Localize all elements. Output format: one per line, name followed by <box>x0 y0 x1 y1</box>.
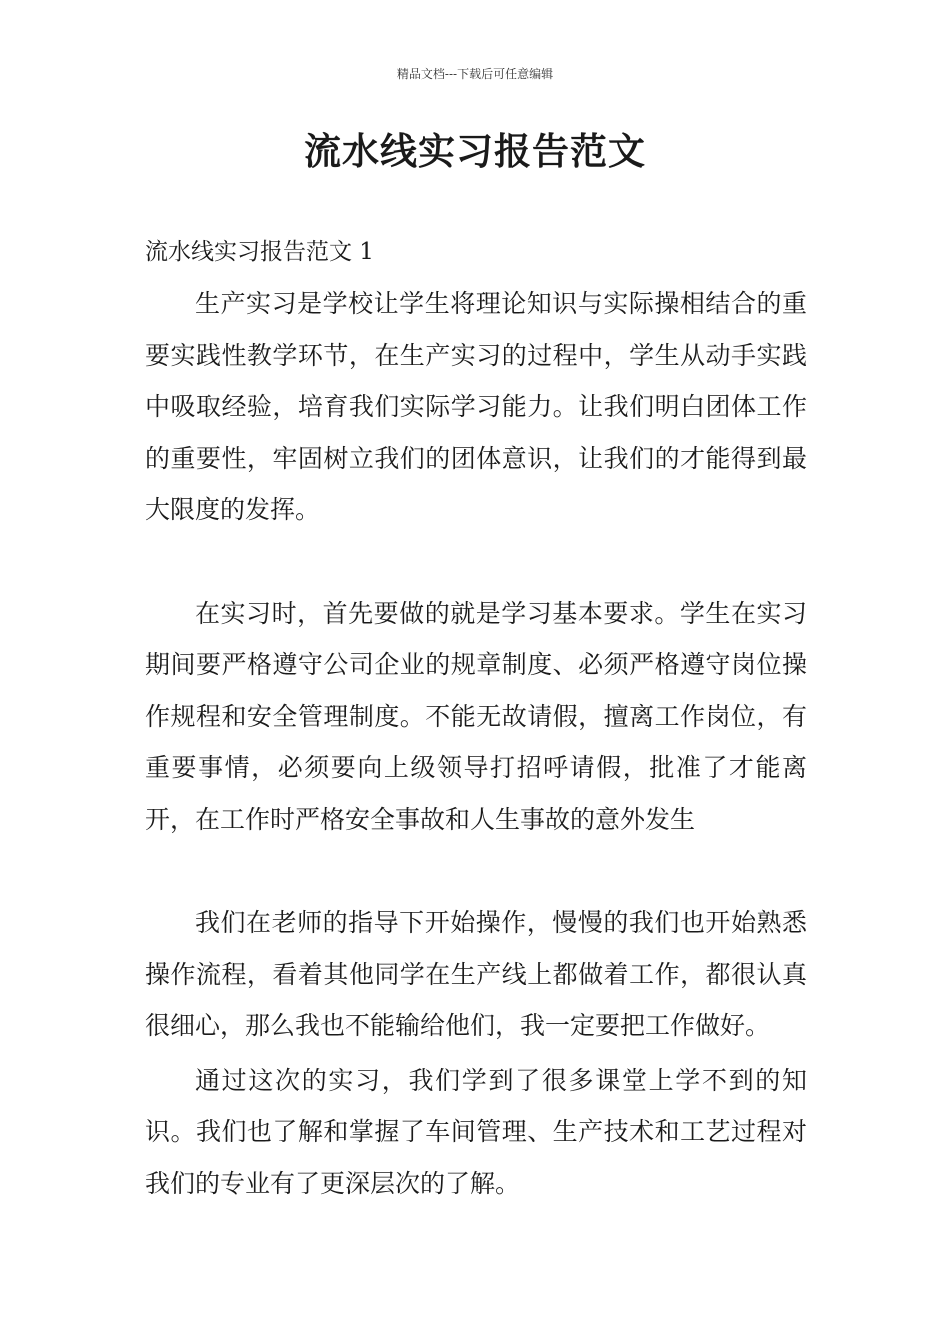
section-subheading: 流水线实习报告范文 1 <box>145 239 374 265</box>
document-body <box>145 226 807 1209</box>
document-title: 流水线实习报告范文 <box>304 129 646 173</box>
paragraph-3: 我们在老师的指导下开始操作，慢慢的我们也开始熟悉操作流程，看着其他同学在生产线上都做着工作，都很认真很细心，那么我也不能输给他们，我一定要把工作做好。 <box>145 908 807 1040</box>
paragraph-1: 生产实习是学校让学生将理论知识与实际操相结合的重要实践性教学环节，在生产实习的过程中，学生从动手实践中吸取经验，培育我们实际学习能力。让我们明白团体工作的重要性，牢固树立我们的团体意识，让我们的才能得到最大限度的发挥。 <box>145 289 807 524</box>
paragraph-4: 通过这次的实习，我们学到了很多课堂上学不到的知识。我们也了解和掌握了车间管理、生产技术和工艺过程对我们的专业有了更深层次的了解。 <box>145 1065 807 1198</box>
paragraph-2: 在实习时，首先要做的就是学习基本要求。学生在实习期间要严格遵守公司企业的规章制度、必须严格遵守岗位操作规程和安全管理制度。不能无故请假，擅离工作岗位，有重要事情，必须要向上级领导打招呼请假，批准了才能离开，在工作时严格安全事故和人生事故的意外发生 <box>145 598 807 834</box>
page-header-note: 精品文档---下载后可任意编辑 <box>396 67 554 81</box>
